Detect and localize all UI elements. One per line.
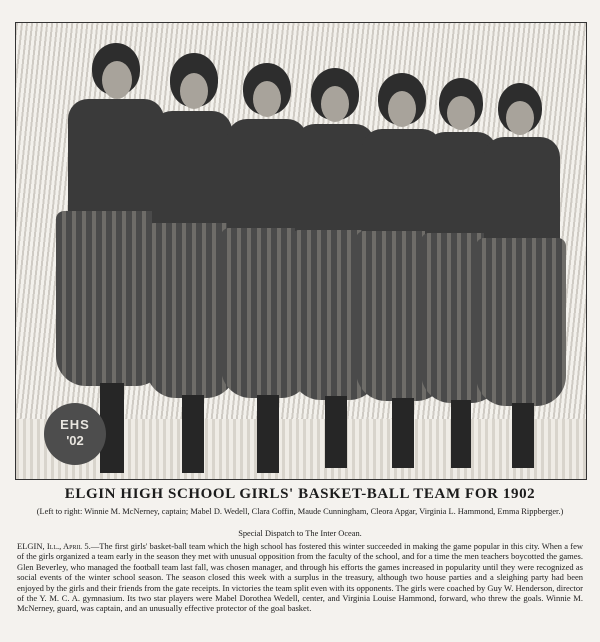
ball-inscription-line1: EHS [60, 417, 90, 432]
article-body [17, 541, 583, 614]
player-figure [476, 83, 566, 468]
article-text: —The first girls' basket-ball team which the high school has fostered this winter succeeded in making the game popular in this city. When a few of the girls organized a team early in the season they met with unusual opposition from the faculty of the school, and for a time the men teachers boycotted the games. Glen Beverley, who managed the football team last fall, was chosen manager, and through his efforts the games increased in popularity until they were recognized as social events of the winter school season. The season closed this week with a surplus in the treasury, although two house parties and a sleighing party had been enjoyed by the girls and their friends from the gate receipts. In victories the team split even with its opponents. The girls were coached by Guy W. Henderson, director of the Y. M. C. A. gymnasium. Its two star players were Mabel Dorothea Wedell, center, and Virginia Louise Hammond, forward, who threw the goals. Winnie M. McNerney, guard, was captain, and an unusually effective protector of the goal basket. [17, 541, 583, 614]
headline: ELGIN HIGH SCHOOL GIRLS' BASKET-BALL TEAM FOR 1902 [64, 486, 536, 502]
dispatch-credit: Special Dispatch to The Inter Ocean. [238, 529, 362, 538]
basketball-prop [44, 403, 106, 465]
photo-caption: (Left to right: Winnie M. McNerney, captain; Mabel D. Wedell, Clara Coffin, Maude Cunningham, Cleora Apgar, Virginia L. Hammond, Emma Rippberger.) [36, 507, 564, 516]
team-photograph [15, 22, 587, 480]
ball-inscription-line2: '02 [66, 433, 84, 448]
article-dateline: ELGIN, Ill., April 5. [17, 541, 91, 551]
